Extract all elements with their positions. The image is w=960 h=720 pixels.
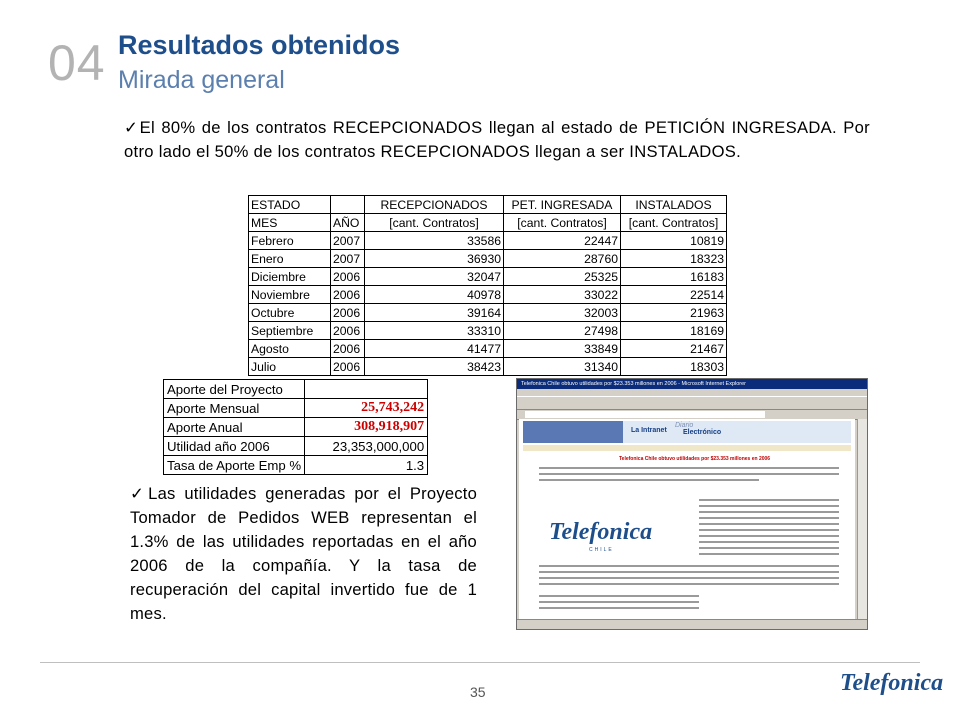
section-number: 04 <box>48 35 106 91</box>
footer-divider <box>40 662 920 663</box>
table-cell: 2007 <box>331 250 365 268</box>
text-line <box>539 479 759 481</box>
table-cell: 39164 <box>365 304 504 322</box>
page-number: 35 <box>470 684 486 700</box>
text-line <box>539 583 839 585</box>
banner-diario: Diario <box>675 422 694 429</box>
text-line <box>699 517 839 519</box>
table-cell: 21963 <box>621 304 727 322</box>
browser-page <box>519 419 855 619</box>
table-cell: Febrero <box>249 232 331 250</box>
text-line <box>539 607 699 609</box>
table-cell: 2006 <box>331 322 365 340</box>
table-cell: 33586 <box>365 232 504 250</box>
table-header-cell: INSTALADOS <box>621 196 727 214</box>
check-icon: ✓ <box>124 118 140 137</box>
table-cell: 18169 <box>621 322 727 340</box>
table-cell: 33310 <box>365 322 504 340</box>
intranet-nav <box>523 445 851 451</box>
table-cell: 40978 <box>365 286 504 304</box>
telefonica-chile-label: CHILE <box>589 547 614 553</box>
table-row <box>249 268 727 286</box>
text-line <box>699 541 839 543</box>
table-header-cell: [cant. Contratos] <box>621 214 727 232</box>
text-line <box>539 601 699 603</box>
table-cell: Septiembre <box>249 322 331 340</box>
table-cell: 18323 <box>621 250 727 268</box>
table-cell <box>305 380 428 399</box>
table-header-cell: [cant. Contratos] <box>365 214 504 232</box>
table-header-row <box>249 214 727 232</box>
table-row <box>164 456 428 475</box>
paragraph-contracts <box>124 116 870 164</box>
table-cell: 33022 <box>504 286 621 304</box>
table-row <box>249 340 727 358</box>
table-cell: 22514 <box>621 286 727 304</box>
contracts-table <box>248 195 727 376</box>
table-cell: Agosto <box>249 340 331 358</box>
table-cell: Utilidad año 2006 <box>164 437 305 456</box>
table-cell: 25,743,242 <box>305 399 428 418</box>
table-cell: 2006 <box>331 340 365 358</box>
table-cell: 10819 <box>621 232 727 250</box>
table-cell: 2006 <box>331 286 365 304</box>
table-cell: 28760 <box>504 250 621 268</box>
table-cell: Aporte Anual <box>164 418 305 437</box>
table-row <box>249 286 727 304</box>
table-row <box>249 232 727 250</box>
text-line <box>539 571 839 573</box>
table-header-cell: RECEPCIONADOS <box>365 196 504 214</box>
table-cell: 32003 <box>504 304 621 322</box>
table-cell: 38423 <box>365 358 504 376</box>
intranet-banner <box>523 421 851 443</box>
browser-status-bar <box>517 619 868 629</box>
table-cell: Julio <box>249 358 331 376</box>
table-header-cell: AÑO <box>331 214 365 232</box>
text-line <box>539 473 839 475</box>
table-row <box>164 437 428 456</box>
table-cell: 25325 <box>504 268 621 286</box>
telefonica-logo: Telefonica <box>549 519 653 545</box>
table-header-cell: MES <box>249 214 331 232</box>
table-cell: 32047 <box>365 268 504 286</box>
banner-strip <box>523 421 623 443</box>
table-header-cell <box>331 196 365 214</box>
table-cell: 2006 <box>331 304 365 322</box>
text-line <box>539 467 839 469</box>
table-cell: 41477 <box>365 340 504 358</box>
text-line <box>699 499 839 501</box>
table-cell: 36930 <box>365 250 504 268</box>
banner-electronico: Electrónico <box>683 429 722 436</box>
text-line <box>699 529 839 531</box>
text-line <box>699 511 839 513</box>
table-cell: 308,918,907 <box>305 418 428 437</box>
table-header-cell: PET. INGRESADA <box>504 196 621 214</box>
table-header-cell: [cant. Contratos] <box>504 214 621 232</box>
table-cell: Tasa de Aporte Emp % <box>164 456 305 475</box>
table-cell: 22447 <box>504 232 621 250</box>
table-row <box>249 358 727 376</box>
paragraph-contracts-text: El 80% de los contratos RECEPCIONADOS llegan al estado de PETICIÓN INGRESADA. Por otro lado el 50% de los contratos RECEPCIONADOS llegan a ser INSTALADOS. <box>124 118 870 161</box>
browser-toolbar <box>517 396 867 410</box>
table-header-row <box>249 196 727 214</box>
footer-logo: Telefonica <box>840 670 944 696</box>
table-cell: 21467 <box>621 340 727 358</box>
table-row <box>249 322 727 340</box>
table-cell: Enero <box>249 250 331 268</box>
table-row <box>164 418 428 437</box>
table-row <box>164 399 428 418</box>
table-cell: 2006 <box>331 268 365 286</box>
table-row <box>249 250 727 268</box>
page-subtitle: Mirada general <box>118 66 285 94</box>
browser-title-bar: Telefonica Chile obtuvo utilidades por $23.353 millones en 2006 - Microsoft Internet Explorer <box>517 379 867 389</box>
text-line <box>699 505 839 507</box>
check-icon: ✓ <box>130 484 149 503</box>
banner-text: La Intranet <box>631 427 667 434</box>
news-headline: Telefonica Chile obtuvo utilidades por $23.353 millones en 2006 <box>619 456 771 462</box>
table-cell: Octubre <box>249 304 331 322</box>
text-line <box>539 565 839 567</box>
table-row <box>249 304 727 322</box>
intranet-screenshot <box>516 378 868 630</box>
table-cell: Noviembre <box>249 286 331 304</box>
browser-menu-bar <box>517 389 867 396</box>
text-line <box>699 553 839 555</box>
table-cell: 16183 <box>621 268 727 286</box>
table-cell: 31340 <box>504 358 621 376</box>
text-line <box>699 547 839 549</box>
table-cell: 2007 <box>331 232 365 250</box>
table-cell: 1.3 <box>305 456 428 475</box>
aporte-table <box>163 379 428 475</box>
paragraph-utilidades-text: Las utilidades generadas por el Proyecto Tomador de Pedidos WEB representan el 1.3% de las utilidades reportadas en el año 2006 de la compañía. Y la tasa de recuperación del capital invertido fue de 1 mes. <box>130 484 477 623</box>
page-title: Resultados obtenidos <box>118 30 401 60</box>
text-line <box>539 595 699 597</box>
browser-address-field <box>525 411 765 418</box>
browser-scrollbar <box>857 419 867 619</box>
table-header-cell: ESTADO <box>249 196 331 214</box>
text-line <box>699 535 839 537</box>
table-cell: 18303 <box>621 358 727 376</box>
table-cell: Diciembre <box>249 268 331 286</box>
table-cell: 27498 <box>504 322 621 340</box>
table-cell: Aporte Mensual <box>164 399 305 418</box>
table-cell: 33849 <box>504 340 621 358</box>
paragraph-utilidades <box>130 482 477 626</box>
table-cell: Aporte del Proyecto <box>164 380 305 399</box>
table-row <box>164 380 428 399</box>
text-line <box>699 523 839 525</box>
table-cell: 23,353,000,000 <box>305 437 428 456</box>
text-line <box>539 577 839 579</box>
table-cell: 2006 <box>331 358 365 376</box>
